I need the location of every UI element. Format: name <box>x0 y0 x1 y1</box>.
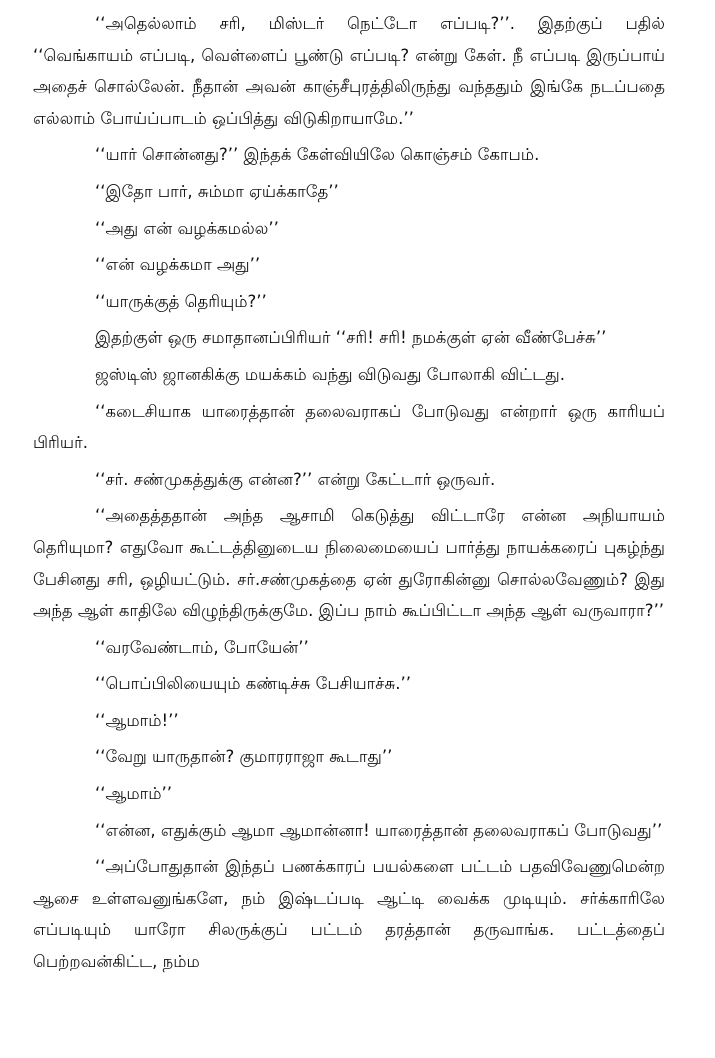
paragraph-15: ‘‘வேறு யாருதான்? குமாரராஜா கூடாது’’ <box>95 747 393 767</box>
paragraph-4: ‘‘அது என் வழக்கமல்ல’’ <box>95 218 279 238</box>
paragraph-5: ‘‘என் வழக்கமா அது’’ <box>95 255 261 275</box>
paragraph-10: ‘‘சர். சண்முகத்துக்கு என்ன?’’ என்று கேட்டார் ஒருவர். <box>95 469 496 489</box>
paragraph-2: ‘‘யார் சொன்னது?’’ இந்தக் கேள்வியிலே கொஞ்சம் கோபம். <box>95 145 540 165</box>
paragraph-17: ‘‘என்ன, எதுக்கும் ஆமா ஆமான்னா! யாரைத்தான் தலைவராகப் போடுவது’’ <box>95 820 663 840</box>
paragraph-11: ‘‘அதைத்ததான் அந்த ஆசாமி கெடுத்து விட்டாரே என்ன அநியாயம் தெரியுமா? எதுவோ கூட்டத்தினுடைய நிலைமையைப் பார்த்து நாயக்கரைப் புகழ்ந்து பேசினது சரி, ஒழியட்டும். சர்.சண்முகத்தை ஏன் துரோகின்னு சொல்லவேணும்? இது அந்த ஆள் காதிலே விழுந்திருக்குமே. இப்ப நாம் கூப்பிட்டா அந்த ஆள் வருவாரா?’’ <box>33 506 665 621</box>
body-text <box>33 8 665 983</box>
paragraph-18: ‘‘அப்போதுதான் இந்தப் பணக்காரப் பயல்களை பட்டம் பதவிவேணுமென்ற ஆசை உள்ளவனுங்களே, நம் இஷ்டப்படி ஆட்டி வைக்க முடியும். சர்க்காரிலே எப்படியும் யாரோ சிலருக்குப் பட்டம் தரத்தான் தருவாங்க. பட்டத்தைப் பெற்றவன்கிட்ட, நம்ம <box>33 857 665 972</box>
paragraph-12: ‘‘வரவேண்டாம், போயேன்’’ <box>95 637 309 657</box>
paragraph-14: ‘‘ஆமாம்!’’ <box>95 710 179 730</box>
paragraph-13: ‘‘பொப்பிலியையும் கண்டிச்சு பேசியாச்சு.’’ <box>95 674 411 694</box>
paragraph-16: ‘‘ஆமாம்’’ <box>95 784 173 804</box>
paragraph-1: ‘‘அதெல்லாம் சரி, மிஸ்டர் நெட்டோ எப்படி?’’. இதற்குப் பதில் ‘‘வெங்காயம் எப்படி, வெள்ளைப் பூண்டு எப்படி? என்று கேள். நீ எப்படி இருப்பாய் அதைச் சொல்லேன். நீதான் அவன் காஞ்சீபுரத்திலிருந்து வந்ததும் இங்கே நடப்பதை எல்லாம் போய்ப்பாடம் ஒப்பித்து விடுகிறாயாமே.’’ <box>33 14 665 128</box>
paragraph-6: ‘‘யாருக்குத் தெரியும்?’’ <box>95 291 267 311</box>
paragraph-8: ஜஸ்டிஸ் ஜானகிக்கு மயக்கம் வந்து விடுவது போலாகி விட்டது. <box>95 364 565 384</box>
paragraph-3: ‘‘இதோ பார், சும்மா ஏய்க்காதே’’ <box>95 181 339 201</box>
paragraph-7: இதற்குள் ஒரு சமாதானப்பிரியர் ‘‘சரி! சரி! நமக்குள் ஏன் வீண்பேச்சு’’ <box>95 328 607 348</box>
paragraph-9: ‘‘கடைசியாக யாரைத்தான் தலைவராகப் போடுவது என்றார் ஒரு காரியப் பிரியர். <box>33 401 665 453</box>
